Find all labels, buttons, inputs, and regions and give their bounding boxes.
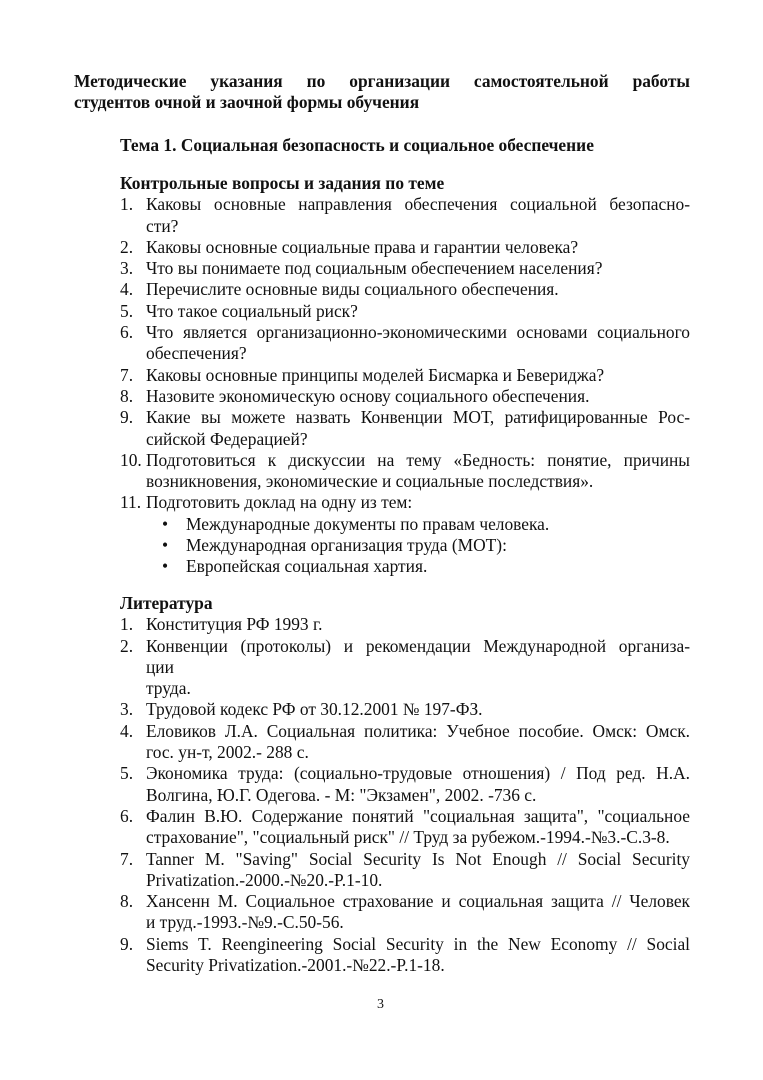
item-text-line: труда. [146, 678, 191, 699]
item-text [146, 279, 690, 300]
item-number: 5. [120, 763, 134, 784]
document-title [74, 71, 690, 114]
question-item [120, 237, 690, 258]
item-text-line: Какие вы можете назвать Конвенции МОТ, ратифицированные Рос- [146, 407, 690, 428]
item-text-line: Каковы основные направления обеспечения социальной безопасно- [146, 194, 690, 215]
item-text-line: Назовите экономическую основу социального обеспечения. [146, 385, 590, 406]
page-number: 3 [377, 997, 384, 1012]
topics-bullet-list [120, 514, 690, 578]
question-item [120, 386, 690, 407]
item-number: 1. [120, 194, 134, 215]
item-text-line: Что такое социальный риск? [146, 300, 358, 321]
bullet-icon: • [162, 535, 169, 556]
item-text-line: Конвенции (протоколы) и рекомендации Международной организа- [146, 635, 690, 656]
question-item [120, 194, 690, 237]
item-text [146, 365, 690, 386]
question-item [120, 492, 690, 513]
item-text [146, 194, 690, 237]
item-text [146, 258, 690, 279]
item-text-line: Privatization.-2000.-№20.-P.1-10. [146, 869, 383, 890]
item-text [146, 636, 690, 700]
item-text-line: Каковы основные принципы моделей Бисмарка и Бевериджа? [146, 364, 605, 385]
reference-item [120, 614, 690, 635]
item-number: 3. [120, 699, 134, 720]
item-text-line: обеспечения? [146, 343, 247, 364]
item-text-line: Фалин В.Ю. Содержание понятий "социальная защита", "социальное [146, 805, 690, 826]
item-text [146, 849, 690, 892]
item-number: 6. [120, 322, 134, 343]
item-number: 11. [120, 492, 142, 513]
bullet-text: Европейская социальная хартия. [186, 556, 428, 577]
reference-item [120, 806, 690, 849]
item-text [146, 934, 690, 977]
item-text-line: Tanner M. "Saving" Social Security Is Not Enough // Social Security [146, 848, 690, 869]
item-text-line: гос. ун-т, 2002.- 288 с. [146, 742, 309, 763]
item-text-line: Перечислите основные виды социального обеспечения. [146, 279, 559, 300]
reference-item [120, 721, 690, 764]
item-text [146, 450, 690, 493]
item-text [146, 322, 690, 365]
item-number: 7. [120, 848, 134, 869]
item-text-line: Волгина, Ю.Г. Одегова. - М: "Экзамен", 2002. -736 с. [146, 784, 537, 805]
item-text-line: Каковы основные социальные права и гарантии человека? [146, 236, 579, 257]
questions-list [120, 194, 690, 513]
literature-heading: Литература [120, 593, 213, 613]
item-text-line: Еловиков Л.А. Социальная политика: Учебное пособие. Омск: Омск. [146, 720, 690, 741]
item-text-line: сийской Федерацией? [146, 428, 308, 449]
item-text-line: возникновения, экономические и социальные последствия». [146, 471, 594, 492]
item-text [146, 492, 690, 513]
item-number: 2. [120, 236, 134, 257]
reference-item [120, 699, 690, 720]
question-item [120, 322, 690, 365]
bullet-item [162, 556, 690, 577]
reference-item [120, 934, 690, 977]
item-number: 3. [120, 258, 134, 279]
reference-item [120, 891, 690, 934]
item-text [146, 699, 690, 720]
item-text-line: страхование", "социальный риск" // Труд за рубежом.-1994.-№3.-С.3-8. [146, 827, 670, 848]
item-text-line: Конституция РФ 1993 г. [146, 614, 323, 635]
item-number: 4. [120, 720, 134, 741]
item-text [146, 721, 690, 764]
item-number: 6. [120, 805, 134, 826]
reference-item [120, 763, 690, 806]
questions-section [120, 173, 690, 578]
question-item [120, 450, 690, 493]
item-number: 8. [120, 385, 134, 406]
question-item [120, 301, 690, 322]
topic-heading: Тема 1. Социальная безопасность и социальное обеспечение [120, 135, 594, 155]
item-number: 1. [120, 614, 134, 635]
question-item [120, 279, 690, 300]
item-text-line: Экономика труда: (социально-трудовые отношения) / Под ред. Н.А. [146, 763, 690, 784]
bullet-icon: • [162, 513, 169, 534]
literature-section [120, 593, 690, 976]
question-item [120, 258, 690, 279]
literature-list [120, 614, 690, 976]
item-text [146, 891, 690, 934]
item-text-line: Подготовиться к дискуссии на тему «Бедность: понятие, причины [146, 449, 690, 470]
item-text-line: Siems T. Reengineering Social Security in the New Economy // Social [146, 933, 690, 954]
item-number: 9. [120, 407, 134, 428]
bullet-item [162, 514, 690, 535]
item-text-line: ции [146, 656, 174, 677]
item-number: 10. [120, 449, 142, 470]
item-text-line: Что вы понимаете под социальным обеспечением населения? [146, 258, 603, 279]
item-text-line: и труд.-1993.-№9.-С.50-56. [146, 912, 344, 933]
reference-item [120, 849, 690, 892]
item-text-line: Что является организационно-экономическими основами социального [146, 322, 690, 343]
item-number: 5. [120, 300, 134, 321]
questions-heading: Контрольные вопросы и задания по теме [120, 173, 445, 193]
title-line: Методические указания по организации самостоятельной работы [74, 71, 690, 91]
item-text [146, 386, 690, 407]
item-number: 8. [120, 891, 134, 912]
item-text-line: Трудовой кодекс РФ от 30.12.2001 № 197-ФЗ. [146, 699, 483, 720]
bullet-text: Международная организация труда (МОТ): [186, 535, 507, 556]
bullet-text: Международные документы по правам человека. [186, 513, 550, 534]
item-text-line: сти? [146, 215, 179, 236]
item-number: 9. [120, 933, 134, 954]
item-text [146, 763, 690, 806]
item-text-line: Хансенн М. Социальное страхование и социальная защита // Человек [146, 891, 690, 912]
item-text-line: Подготовить доклад на одну из тем: [146, 492, 413, 513]
item-text [146, 407, 690, 450]
item-text [146, 237, 690, 258]
item-number: 7. [120, 364, 134, 385]
item-text [146, 614, 690, 635]
bullet-item [162, 535, 690, 556]
question-item [120, 407, 690, 450]
item-number: 2. [120, 635, 134, 656]
question-item [120, 365, 690, 386]
item-number: 4. [120, 279, 134, 300]
item-text [146, 301, 690, 322]
title-line: студентов очной и заочной формы обучения [74, 92, 420, 113]
bullet-icon: • [162, 556, 169, 577]
item-text-line: Security Privatization.-2001.-№22.-P.1-18. [146, 955, 445, 976]
reference-item [120, 636, 690, 700]
item-text [146, 806, 690, 849]
